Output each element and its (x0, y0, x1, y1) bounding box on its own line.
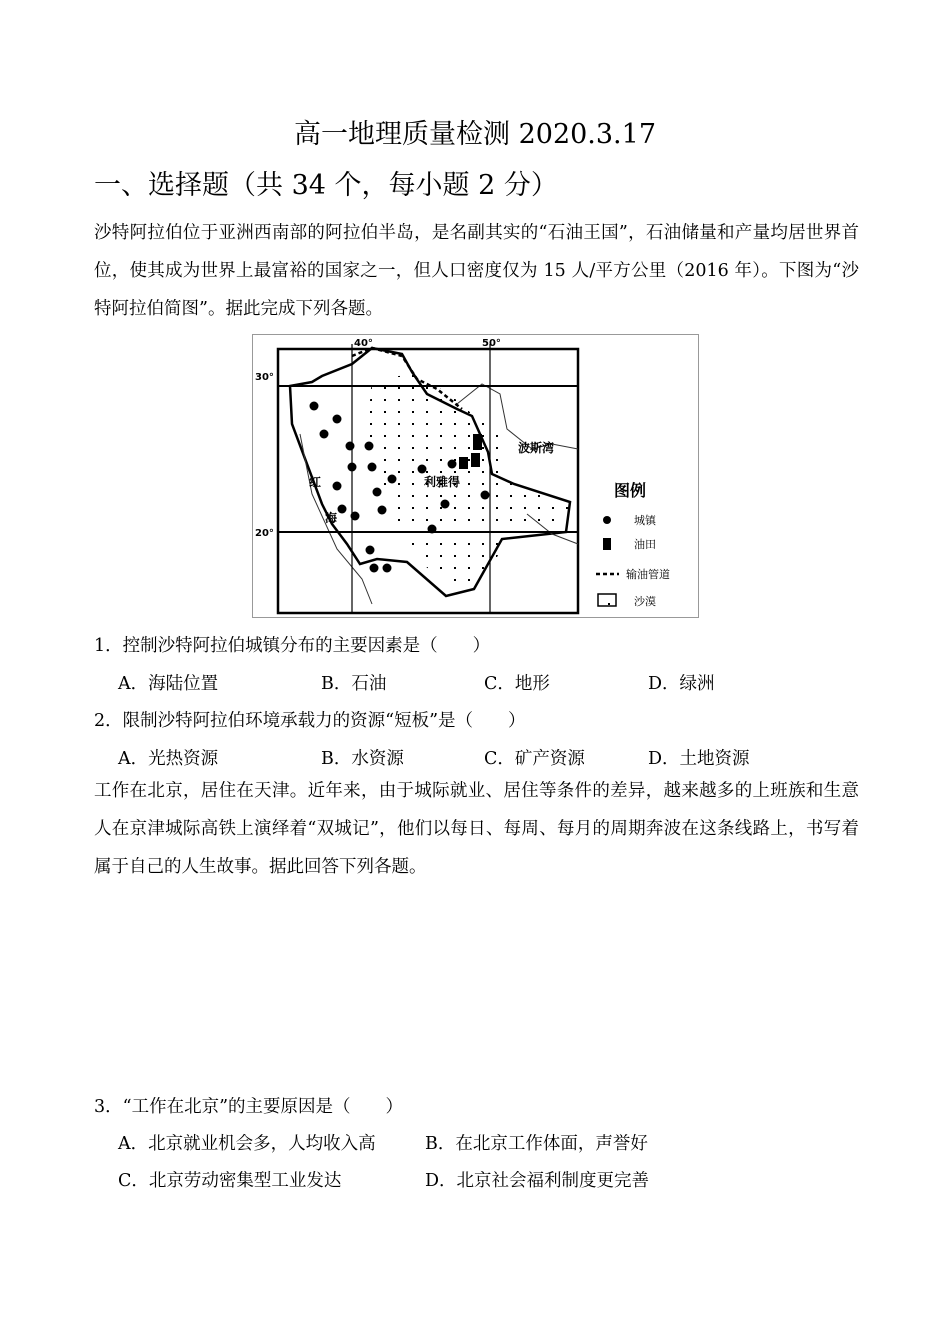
q2-option-a: A．光热资源 (118, 749, 219, 769)
q1-option-b: B．石油 (321, 674, 387, 694)
red-sea-label-1: 红 (309, 475, 322, 489)
town-marker (338, 505, 347, 514)
lon-label-40: 40° (354, 338, 373, 349)
town-marker (333, 415, 342, 424)
legend-oilfield: 油田 (634, 538, 656, 551)
town-marker (310, 402, 319, 411)
question-3-stem: 3．“工作在北京”的主要原因是（ ） (94, 1097, 404, 1117)
town-marker (378, 506, 387, 515)
legend-pipeline: 输油管道 (626, 568, 670, 581)
question-1-stem: 1．控制沙特阿拉伯城镇分布的主要因素是（ ） (94, 636, 491, 656)
persian-gulf-label: 波斯湾 (518, 441, 555, 455)
town-marker (388, 475, 397, 484)
q2-option-c: C．矿产资源 (484, 749, 585, 769)
town-marker (373, 488, 382, 497)
riyadh-label: 利雅得 (424, 475, 461, 489)
q3-option-c: C．北京劳动密集型工业发达 (118, 1171, 342, 1191)
oil-field-marker (473, 434, 482, 450)
lat-label-30: 30° (255, 372, 274, 383)
town-marker (348, 463, 357, 472)
q1-option-c: C．地形 (484, 674, 550, 694)
town-marker (418, 465, 427, 474)
saudi-arabia-map (252, 334, 699, 618)
q3-option-b: B．在北京工作体面，声誉好 (425, 1134, 648, 1154)
town-marker (383, 564, 392, 573)
town-marker (320, 430, 329, 439)
oil-field-marker (459, 457, 468, 469)
town-marker (441, 500, 450, 509)
q2-option-d: D．土地资源 (648, 749, 750, 769)
town-marker (365, 442, 374, 451)
q1-option-a: A．海陆位置 (118, 674, 219, 694)
passage-saudi: 沙特阿拉伯位于亚洲西南部的阿拉伯半岛，是名副其实的“石油王国”，石油储量和产量均居世界首位，使其成为世界上最富裕的国家之一，但人口密度仅为 15 人/平方公里（2016 年）。下图为“沙特阿拉伯简图”。据此完成下列各题。 (94, 223, 859, 319)
q2-option-b: B．水资源 (321, 749, 404, 769)
town-marker (366, 546, 375, 555)
town-marker (351, 512, 360, 521)
passage-commute: 工作在北京，居住在天津。近年来，由于城际就业、居住等条件的差异，越来越多的上班族和生意人在京津城际高铁上演绎着“双城记”，他们以每日、每周、每月的周期奔波在这条线路上，书写着属于自己的人生故事。据此回答下列各题。 (94, 781, 859, 877)
town-marker (428, 525, 437, 534)
legend-desert: 沙漠 (634, 595, 656, 608)
town-marker (448, 460, 457, 469)
town-marker (333, 482, 342, 491)
q1-option-d: D．绿洲 (648, 674, 715, 694)
oil-field-marker (471, 453, 480, 467)
legend-title: 图例 (614, 481, 647, 500)
section-heading: 一、选择题（共 34 个，每小题 2 分） (94, 170, 558, 201)
page-title: 高一地理质量检测 2020.3.17 (294, 119, 656, 150)
lon-label-50: 50° (482, 338, 501, 349)
lat-label-20: 20° (255, 528, 274, 539)
q3-option-a: A．北京就业机会多，人均收入高 (118, 1134, 376, 1154)
town-marker (346, 442, 355, 451)
question-2-stem: 2．限制沙特阿拉伯环境承载力的资源“短板”是（ ） (94, 711, 526, 731)
red-sea-label-2: 海 (325, 511, 338, 525)
town-marker (370, 564, 379, 573)
legend-town: 城镇 (634, 514, 656, 527)
town-marker (481, 491, 490, 500)
town-marker (368, 463, 377, 472)
q3-option-d: D．北京社会福利制度更完善 (425, 1171, 650, 1191)
